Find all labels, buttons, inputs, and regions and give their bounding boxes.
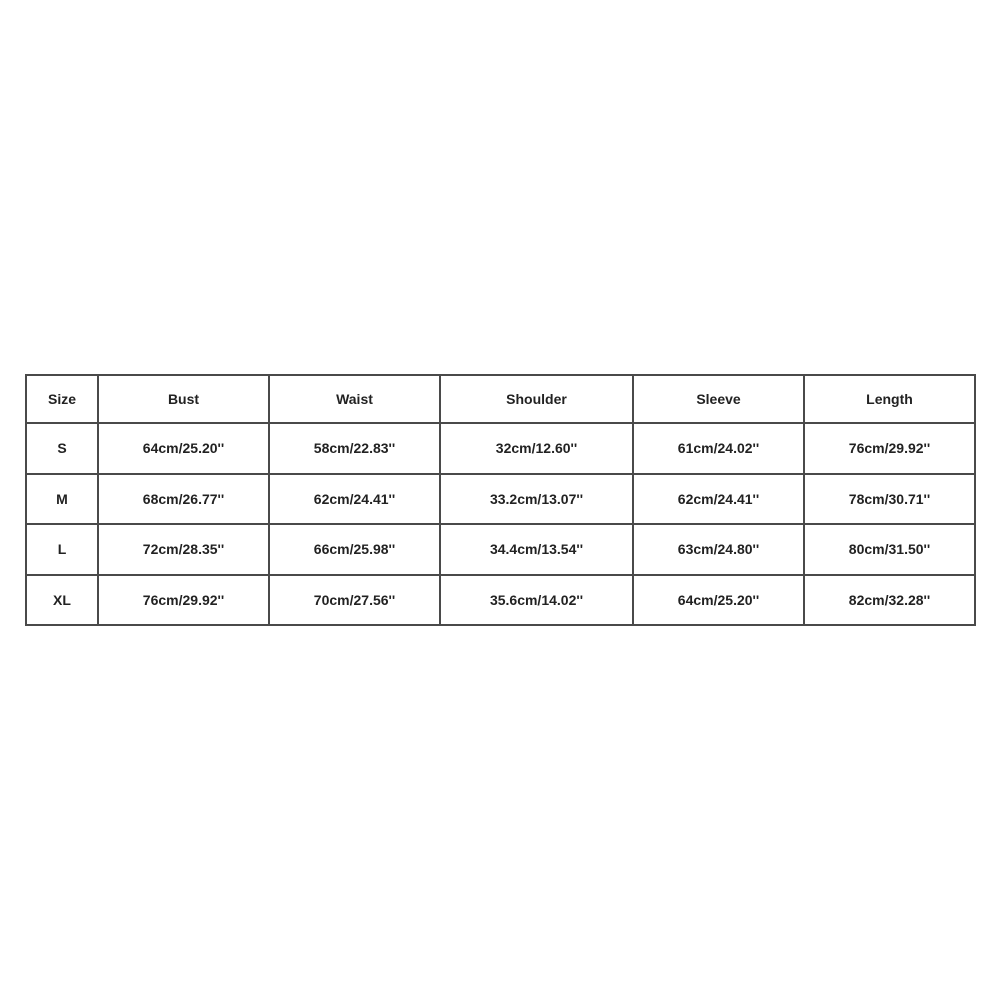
shoulder-cell: 34.4cm/13.54'' bbox=[440, 524, 633, 575]
bust-cell: 72cm/28.35'' bbox=[98, 524, 269, 575]
waist-cell: 62cm/24.41'' bbox=[269, 474, 440, 525]
waist-cell: 66cm/25.98'' bbox=[269, 524, 440, 575]
table-header-row bbox=[26, 375, 975, 423]
column-header-sleeve: Sleeve bbox=[633, 375, 804, 423]
shoulder-cell: 32cm/12.60'' bbox=[440, 423, 633, 474]
sleeve-cell: 62cm/24.41'' bbox=[633, 474, 804, 525]
sleeve-cell: 63cm/24.80'' bbox=[633, 524, 804, 575]
length-cell: 76cm/29.92'' bbox=[804, 423, 975, 474]
table-row bbox=[26, 474, 975, 525]
shoulder-cell: 35.6cm/14.02'' bbox=[440, 575, 633, 626]
table-row bbox=[26, 524, 975, 575]
table-row bbox=[26, 423, 975, 474]
length-cell: 80cm/31.50'' bbox=[804, 524, 975, 575]
column-header-length: Length bbox=[804, 375, 975, 423]
sleeve-cell: 64cm/25.20'' bbox=[633, 575, 804, 626]
size-cell: L bbox=[26, 524, 98, 575]
column-header-waist: Waist bbox=[269, 375, 440, 423]
size-cell: M bbox=[26, 474, 98, 525]
size-cell: XL bbox=[26, 575, 98, 626]
bust-cell: 68cm/26.77'' bbox=[98, 474, 269, 525]
bust-cell: 76cm/29.92'' bbox=[98, 575, 269, 626]
column-header-bust: Bust bbox=[98, 375, 269, 423]
bust-cell: 64cm/25.20'' bbox=[98, 423, 269, 474]
waist-cell: 70cm/27.56'' bbox=[269, 575, 440, 626]
column-header-shoulder: Shoulder bbox=[440, 375, 633, 423]
size-cell: S bbox=[26, 423, 98, 474]
size-chart-table bbox=[25, 374, 976, 626]
sleeve-cell: 61cm/24.02'' bbox=[633, 423, 804, 474]
shoulder-cell: 33.2cm/13.07'' bbox=[440, 474, 633, 525]
table-row bbox=[26, 575, 975, 626]
length-cell: 78cm/30.71'' bbox=[804, 474, 975, 525]
waist-cell: 58cm/22.83'' bbox=[269, 423, 440, 474]
length-cell: 82cm/32.28'' bbox=[804, 575, 975, 626]
column-header-size: Size bbox=[26, 375, 98, 423]
